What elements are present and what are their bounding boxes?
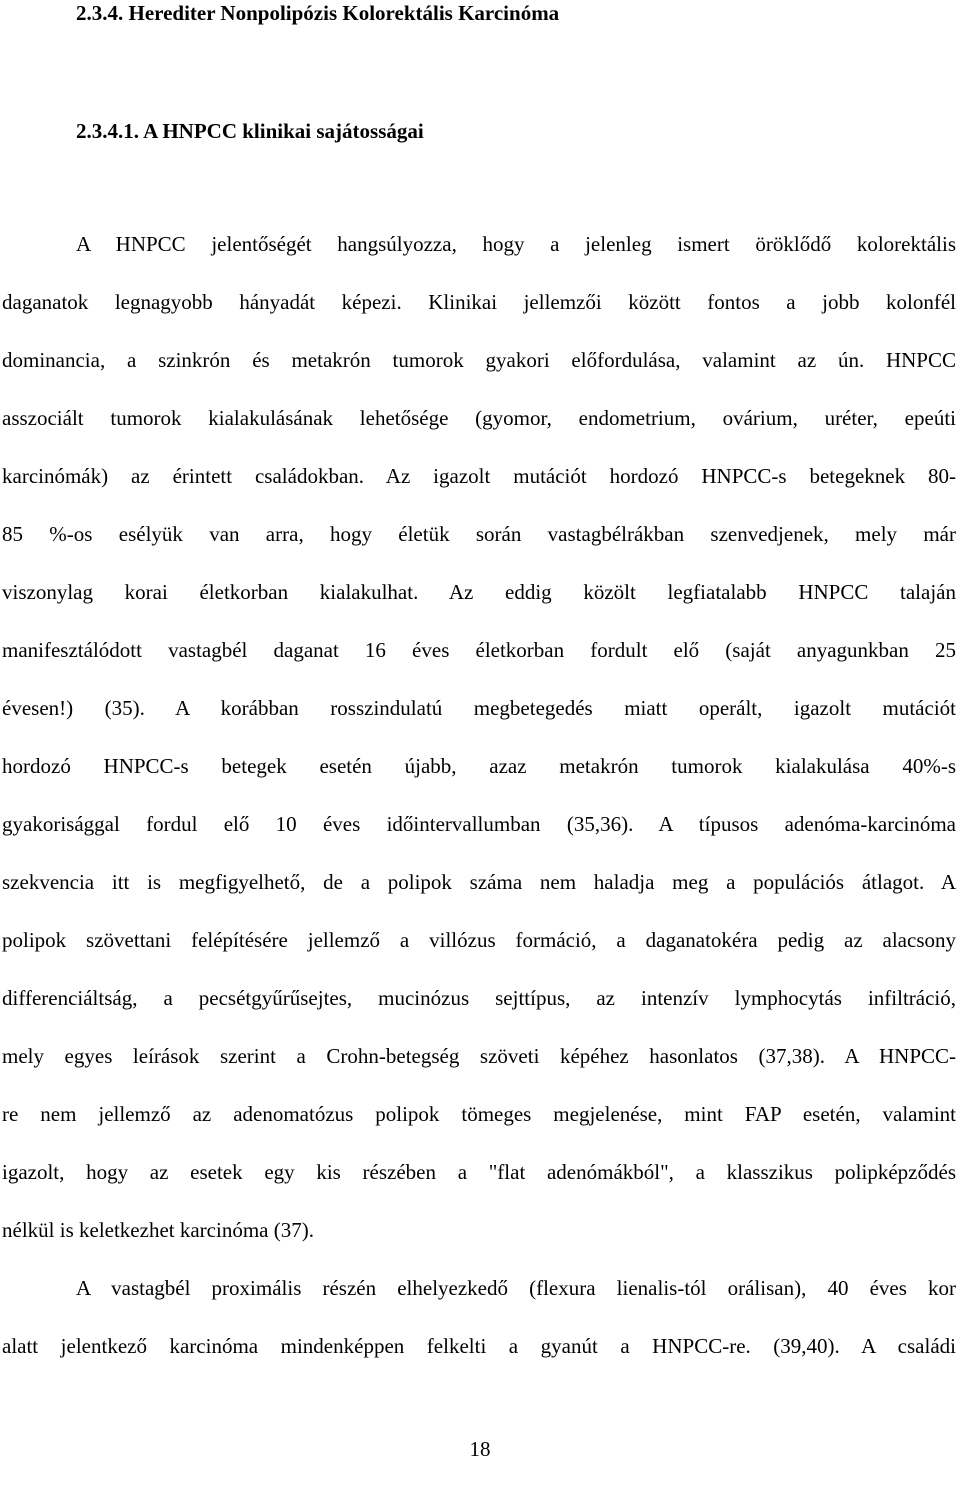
paragraph-1-line: polipok szövettani felépítésére jellemző a villózus formáció, a daganatokéra pedig az alacsony bbox=[2, 928, 956, 952]
paragraph-1-line: évesen!) (35). A korábban rosszindulatú megbetegedés miatt operált, igazolt mutációt bbox=[2, 696, 956, 720]
paragraph-1-line: nélkül is keletkezhet karcinóma (37). bbox=[2, 1218, 314, 1242]
page-number: 18 bbox=[469, 1437, 491, 1461]
paragraph-1-line: szekvencia itt is megfigyelhető, de a polipok száma nem haladja meg a populációs átlagot. A bbox=[2, 870, 956, 894]
paragraph-1-line: viszonylag korai életkorban kialakulhat. Az eddig közölt legfiatalabb HNPCC talaján bbox=[2, 580, 956, 604]
paragraph-1-line: 85 %-os esélyük van arra, hogy életük során vastagbélrákban szenvedjenek, mely már bbox=[2, 522, 956, 546]
paragraph-1-line: karcinómák) az érintett családokban. Az igazolt mutációt hordozó HNPCC-s betegeknek 80- bbox=[2, 464, 956, 488]
paragraph-1-line: igazolt, hogy az esetek egy kis részében a "flat adenómákból", a klasszikus polipképződés bbox=[2, 1160, 956, 1184]
paragraph-1-line: gyakorisággal fordul elő 10 éves időintervallumban (35,36). A típusos adenóma-karcinóma bbox=[2, 812, 956, 836]
paragraph-1-line: differenciáltság, a pecsétgyűrűsejtes, mucinózus sejttípus, az intenzív lymphocytás infiltráció, bbox=[2, 986, 956, 1010]
paragraph-1-line: A HNPCC jelentőségét hangsúlyozza, hogy a jelenleg ismert öröklődő kolorektális bbox=[76, 232, 956, 256]
paragraph-1-line: asszociált tumorok kialakulásának lehetősége (gyomor, endometrium, ovárium, uréter, epeúti bbox=[2, 406, 956, 430]
paragraph-2-line: alatt jelentkező karcinóma mindenképpen felkelti a gyanút a HNPCC-re. (39,40). A családi bbox=[2, 1334, 956, 1358]
paragraph-2-line: A vastagbél proximális részén elhelyezkedő (flexura lienalis-tól orálisan), 40 éves kor bbox=[76, 1276, 956, 1300]
paragraph-1-line: daganatok legnagyobb hányadát képezi. Klinikai jellemzői között fontos a jobb kolonfél bbox=[2, 290, 956, 314]
paragraph-1-line: hordozó HNPCC-s betegek esetén újabb, azaz metakrón tumorok kialakulása 40%-s bbox=[2, 754, 956, 778]
paragraph-1-line: manifesztálódott vastagbél daganat 16 éves életkorban fordult elő (saját anyagunkban 25 bbox=[2, 638, 956, 662]
paragraph-1-line: re nem jellemző az adenomatózus polipok tömeges megjelenése, mint FAP esetén, valamint bbox=[2, 1102, 956, 1126]
paragraph-1-line: dominancia, a szinkrón és metakrón tumorok gyakori előfordulása, valamint az ún. HNPCC bbox=[2, 348, 956, 372]
paragraph-1-line: mely egyes leírások szerint a Crohn-betegség szöveti képéhez hasonlatos (37,38). A HNPCC- bbox=[2, 1044, 956, 1068]
section-heading: 2.3.4. Herediter Nonpolipózis Kolorektális Karcinóma bbox=[76, 1, 560, 25]
subsection-heading: 2.3.4.1. A HNPCC klinikai sajátosságai bbox=[76, 119, 424, 143]
